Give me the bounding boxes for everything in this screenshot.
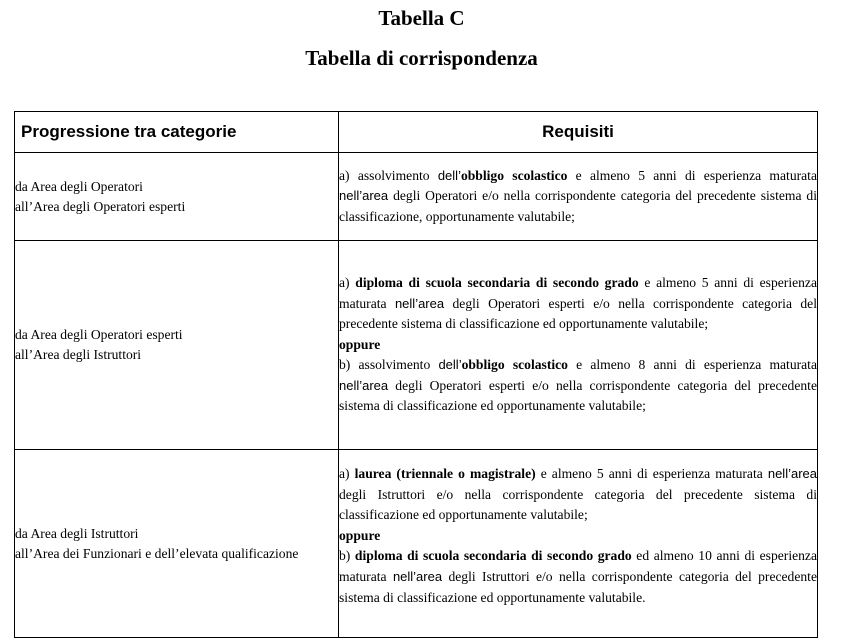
- req-text: e almeno 5 anni di esperienza maturata: [567, 167, 817, 183]
- req-bold-text: obbligo scolastico: [461, 357, 568, 373]
- requirement-a: [339, 273, 817, 335]
- req-bold-text: obbligo scolastico: [460, 167, 568, 183]
- progression-cell: [15, 153, 339, 241]
- requirement-b: [339, 546, 817, 608]
- req-bold-text: diploma di scuola secondaria di secondo grado: [355, 274, 639, 290]
- req-text: a): [339, 274, 356, 290]
- req-text: b): [339, 548, 355, 564]
- progression-to: all’Area degli Istruttori: [15, 347, 142, 362]
- table-row: [15, 450, 818, 638]
- oppure-label: [339, 335, 817, 356]
- req-text: e almeno 8 anni di esperienza maturata: [567, 357, 817, 373]
- req-text: dell’: [438, 357, 462, 373]
- req-text: e almeno 5 anni di esperienza maturata: [339, 274, 817, 311]
- req-text: degli Operatori e/o nella corrispondente categoria del precedente sistema di classificazione, opportunamente valutabile;: [339, 188, 817, 224]
- table-header-row: [15, 112, 818, 153]
- progression-cell: [15, 450, 339, 638]
- progression-to: all’Area dei Funzionari e dell’elevata qualificazione: [15, 545, 299, 561]
- req-text: ed almeno 10 anni di esperienza maturata: [339, 548, 817, 584]
- progression-to: all’Area degli Operatori esperti: [15, 198, 186, 214]
- req-text: dell’: [437, 167, 461, 183]
- req-text: degli Istruttori e/o nella corrispondente categoria del precedente sistema di classificazione ed opportunamente valutabile;: [339, 486, 817, 523]
- progression-cell: [15, 241, 339, 450]
- req-text: degli Operatori esperti e/o nella corrispondente categoria del precedente sistema di classificazione ed opportunamente valutabile;: [339, 295, 817, 332]
- req-text: nell’area: [339, 377, 389, 393]
- document-title: Tabella C: [378, 6, 465, 30]
- req-text: degli Operatori esperti e/o nella corrispondente categoria del precedente sistema di classificazione ed opportunamente valutabile;: [339, 377, 817, 414]
- req-text: nell’area: [394, 295, 445, 311]
- req-bold-text: laurea (triennale o magistrale): [354, 466, 536, 481]
- header-requisiti: Requisiti: [339, 112, 818, 153]
- header-progressione: Progressione tra categorie: [15, 112, 339, 153]
- requirement-a: [339, 166, 817, 228]
- document-subtitle: Tabella di corrispondenza: [305, 46, 538, 70]
- req-text: nell’area: [767, 466, 817, 481]
- requirements-cell: [339, 241, 818, 450]
- table-row: [15, 241, 818, 450]
- requirement-a: [339, 464, 817, 526]
- progression-from: da Area degli Operatori: [15, 178, 143, 194]
- progression-from: da Area degli Istruttori: [15, 525, 139, 541]
- requirements-cell: [339, 450, 818, 638]
- requirements-cell: [339, 153, 818, 241]
- requirement-b: [339, 355, 817, 417]
- req-text: a): [339, 466, 355, 481]
- req-text: nell’area: [339, 188, 389, 204]
- progression-from: da Area degli Operatori esperti: [15, 327, 183, 342]
- req-text: nell’area: [392, 568, 443, 584]
- oppure-text: oppure: [339, 336, 381, 352]
- correspondence-table: [14, 111, 818, 638]
- oppure-label: [339, 526, 817, 547]
- table-row: [15, 153, 818, 241]
- req-text: b) assolvimento: [339, 357, 439, 373]
- req-text: degli Istruttori e/o nella corrispondente categoria del precedente sistema di classificazione ed opportunamente valutabile.: [339, 568, 817, 605]
- req-text: e almeno 5 anni di esperienza maturata: [535, 466, 768, 481]
- oppure-text: oppure: [339, 527, 381, 543]
- req-bold-text: diploma di scuola secondaria di secondo grado: [354, 548, 632, 564]
- req-text: a) assolvimento: [339, 167, 438, 183]
